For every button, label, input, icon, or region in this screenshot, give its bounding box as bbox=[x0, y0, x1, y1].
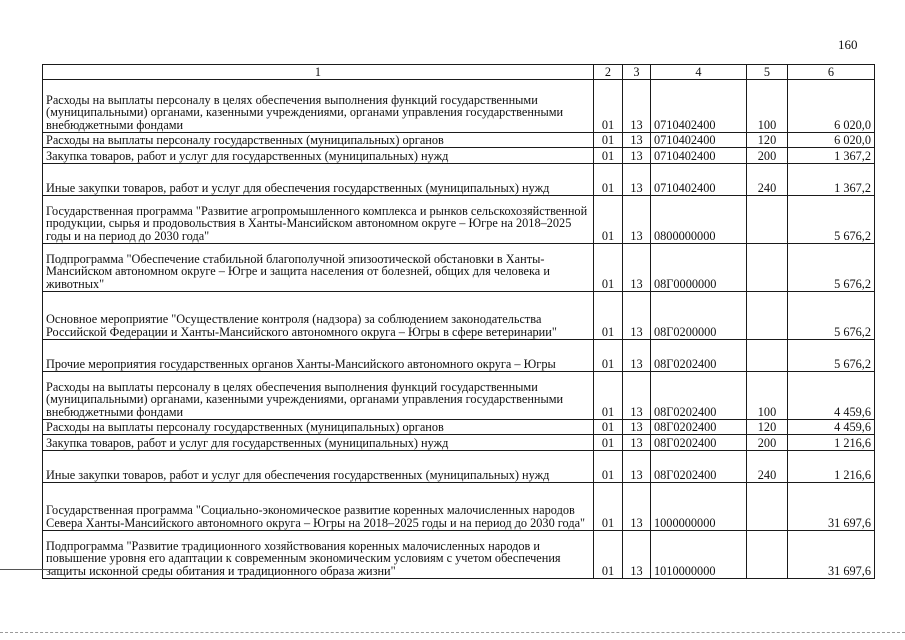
row-amount: 5 676,2 bbox=[788, 340, 875, 372]
row-section: 01 bbox=[594, 196, 623, 244]
row-section: 01 bbox=[594, 372, 623, 420]
table-row bbox=[43, 80, 875, 133]
row-amount: 1 367,2 bbox=[788, 148, 875, 164]
row-subsection: 13 bbox=[623, 148, 651, 164]
row-target-code: 0710402400 bbox=[651, 148, 747, 164]
row-amount: 4 459,6 bbox=[788, 420, 875, 435]
row-target-code: 08Г0202400 bbox=[651, 435, 747, 451]
column-header: 1 bbox=[43, 65, 594, 80]
table-row bbox=[43, 133, 875, 148]
column-header: 2 bbox=[594, 65, 623, 80]
row-section: 01 bbox=[594, 340, 623, 372]
row-expense-type bbox=[747, 244, 788, 292]
row-subsection: 13 bbox=[623, 340, 651, 372]
row-section: 01 bbox=[594, 80, 623, 133]
row-expense-type: 120 bbox=[747, 420, 788, 435]
row-expense-type: 240 bbox=[747, 451, 788, 483]
row-target-code: 1000000000 bbox=[651, 483, 747, 531]
row-section: 01 bbox=[594, 148, 623, 164]
table-row bbox=[43, 435, 875, 451]
budget-table bbox=[42, 64, 875, 579]
row-amount: 6 020,0 bbox=[788, 133, 875, 148]
row-section: 01 bbox=[594, 531, 623, 579]
table-row bbox=[43, 244, 875, 292]
page-number: 160 bbox=[838, 37, 858, 52]
table-row bbox=[43, 340, 875, 372]
row-name: Иные закупки товаров, работ и услуг для обеспечения государственных (муниципальных) нужд bbox=[43, 451, 594, 483]
row-expense-type bbox=[747, 292, 788, 340]
table-row bbox=[43, 148, 875, 164]
row-expense-type bbox=[747, 196, 788, 244]
row-name: Подпрограмма "Обеспечение стабильной благополучной эпизоотической обстановки в Ханты-Мансийском автономном округе – Югре и защита населения от болезней, общих для человека и животных" bbox=[43, 244, 594, 292]
row-amount: 31 697,6 bbox=[788, 531, 875, 579]
row-target-code: 0800000000 bbox=[651, 196, 747, 244]
row-amount: 6 020,0 bbox=[788, 80, 875, 133]
row-name: Расходы на выплаты персоналу в целях обеспечения выполнения функций государственными (муниципальными) органами, казенными учреждениями, органами управления государственными внебюджетными фондами bbox=[43, 372, 594, 420]
row-amount: 1 216,6 bbox=[788, 451, 875, 483]
row-expense-type: 200 bbox=[747, 148, 788, 164]
table-row bbox=[43, 196, 875, 244]
row-name: Расходы на выплаты персоналу государственных (муниципальных) органов bbox=[43, 420, 594, 435]
row-section: 01 bbox=[594, 435, 623, 451]
row-target-code: 0710402400 bbox=[651, 164, 747, 196]
row-amount: 5 676,2 bbox=[788, 196, 875, 244]
row-name: Расходы на выплаты персоналу в целях обеспечения выполнения функций государственными (муниципальными) органами, казенными учреждениями, органами управления государственными внебюджетными фондами bbox=[43, 80, 594, 133]
row-section: 01 bbox=[594, 292, 623, 340]
table-row bbox=[43, 483, 875, 531]
column-header: 4 bbox=[651, 65, 747, 80]
row-target-code: 1010000000 bbox=[651, 531, 747, 579]
row-name: Закупка товаров, работ и услуг для государственных (муниципальных) нужд bbox=[43, 148, 594, 164]
row-name: Государственная программа "Социально-экономическое развитие коренных малочисленных народов Севера Ханты-Мансийского автономного округа – Югры на 2018–2025 годы и на период до 2030 года" bbox=[43, 483, 594, 531]
row-section: 01 bbox=[594, 164, 623, 196]
row-target-code: 08Г0202400 bbox=[651, 420, 747, 435]
row-name: Государственная программа "Развитие агропромышленного комплекса и рынков сельскохозяйственной продукции, сырья и продовольствия в Ханты-Мансийском автономном округе – Югре на 2018–2025 годы и на период до 2030 года" bbox=[43, 196, 594, 244]
row-expense-type bbox=[747, 340, 788, 372]
row-target-code: 0710402400 bbox=[651, 133, 747, 148]
table-header-row bbox=[43, 65, 875, 80]
row-subsection: 13 bbox=[623, 196, 651, 244]
row-expense-type: 200 bbox=[747, 435, 788, 451]
row-amount: 31 697,6 bbox=[788, 483, 875, 531]
column-header: 6 bbox=[788, 65, 875, 80]
row-target-code: 08Г0202400 bbox=[651, 340, 747, 372]
row-subsection: 13 bbox=[623, 435, 651, 451]
row-subsection: 13 bbox=[623, 483, 651, 531]
row-section: 01 bbox=[594, 451, 623, 483]
row-expense-type bbox=[747, 483, 788, 531]
row-name: Закупка товаров, работ и услуг для государственных (муниципальных) нужд bbox=[43, 435, 594, 451]
row-name: Прочие мероприятия государственных органов Ханты-Мансийского автономного округа – Югры bbox=[43, 340, 594, 372]
column-header: 5 bbox=[747, 65, 788, 80]
row-expense-type: 100 bbox=[747, 372, 788, 420]
row-subsection: 13 bbox=[623, 80, 651, 133]
row-amount: 4 459,6 bbox=[788, 372, 875, 420]
row-target-code: 08Г0202400 bbox=[651, 372, 747, 420]
row-amount: 5 676,2 bbox=[788, 244, 875, 292]
row-section: 01 bbox=[594, 244, 623, 292]
table-row bbox=[43, 451, 875, 483]
row-subsection: 13 bbox=[623, 164, 651, 196]
row-section: 01 bbox=[594, 133, 623, 148]
table-row bbox=[43, 164, 875, 196]
row-name: Подпрограмма "Развитие традиционного хозяйствования коренных малочисленных народов и повышение уровня его адаптации к современным экономическим условиям с учетом обеспечения защиты исконной среды обитания и традиционного образа жизни" bbox=[43, 531, 594, 579]
row-subsection: 13 bbox=[623, 420, 651, 435]
row-target-code: 08Г0000000 bbox=[651, 244, 747, 292]
table-row bbox=[43, 372, 875, 420]
row-expense-type: 240 bbox=[747, 164, 788, 196]
row-section: 01 bbox=[594, 420, 623, 435]
row-amount: 1 367,2 bbox=[788, 164, 875, 196]
row-name: Расходы на выплаты персоналу государственных (муниципальных) органов bbox=[43, 133, 594, 148]
row-name: Иные закупки товаров, работ и услуг для обеспечения государственных (муниципальных) нужд bbox=[43, 164, 594, 196]
row-subsection: 13 bbox=[623, 292, 651, 340]
row-subsection: 13 bbox=[623, 451, 651, 483]
column-header: 3 bbox=[623, 65, 651, 80]
row-expense-type: 100 bbox=[747, 80, 788, 133]
row-amount: 1 216,6 bbox=[788, 435, 875, 451]
page-edge-line bbox=[0, 632, 905, 633]
row-amount: 5 676,2 bbox=[788, 292, 875, 340]
row-name: Основное мероприятие "Осуществление контроля (надзора) за соблюдением законодательства Российской Федерации и Ханты-Мансийского автономного округа – Югры в сфере ветеринарии" bbox=[43, 292, 594, 340]
table-row bbox=[43, 420, 875, 435]
row-section: 01 bbox=[594, 483, 623, 531]
row-target-code: 0710402400 bbox=[651, 80, 747, 133]
row-expense-type: 120 bbox=[747, 133, 788, 148]
row-target-code: 08Г0202400 bbox=[651, 451, 747, 483]
table-row bbox=[43, 531, 875, 579]
row-subsection: 13 bbox=[623, 133, 651, 148]
row-subsection: 13 bbox=[623, 244, 651, 292]
row-subsection: 13 bbox=[623, 372, 651, 420]
scan-artifact-line bbox=[0, 569, 60, 570]
row-target-code: 08Г0200000 bbox=[651, 292, 747, 340]
table-row bbox=[43, 292, 875, 340]
row-subsection: 13 bbox=[623, 531, 651, 579]
row-expense-type bbox=[747, 531, 788, 579]
